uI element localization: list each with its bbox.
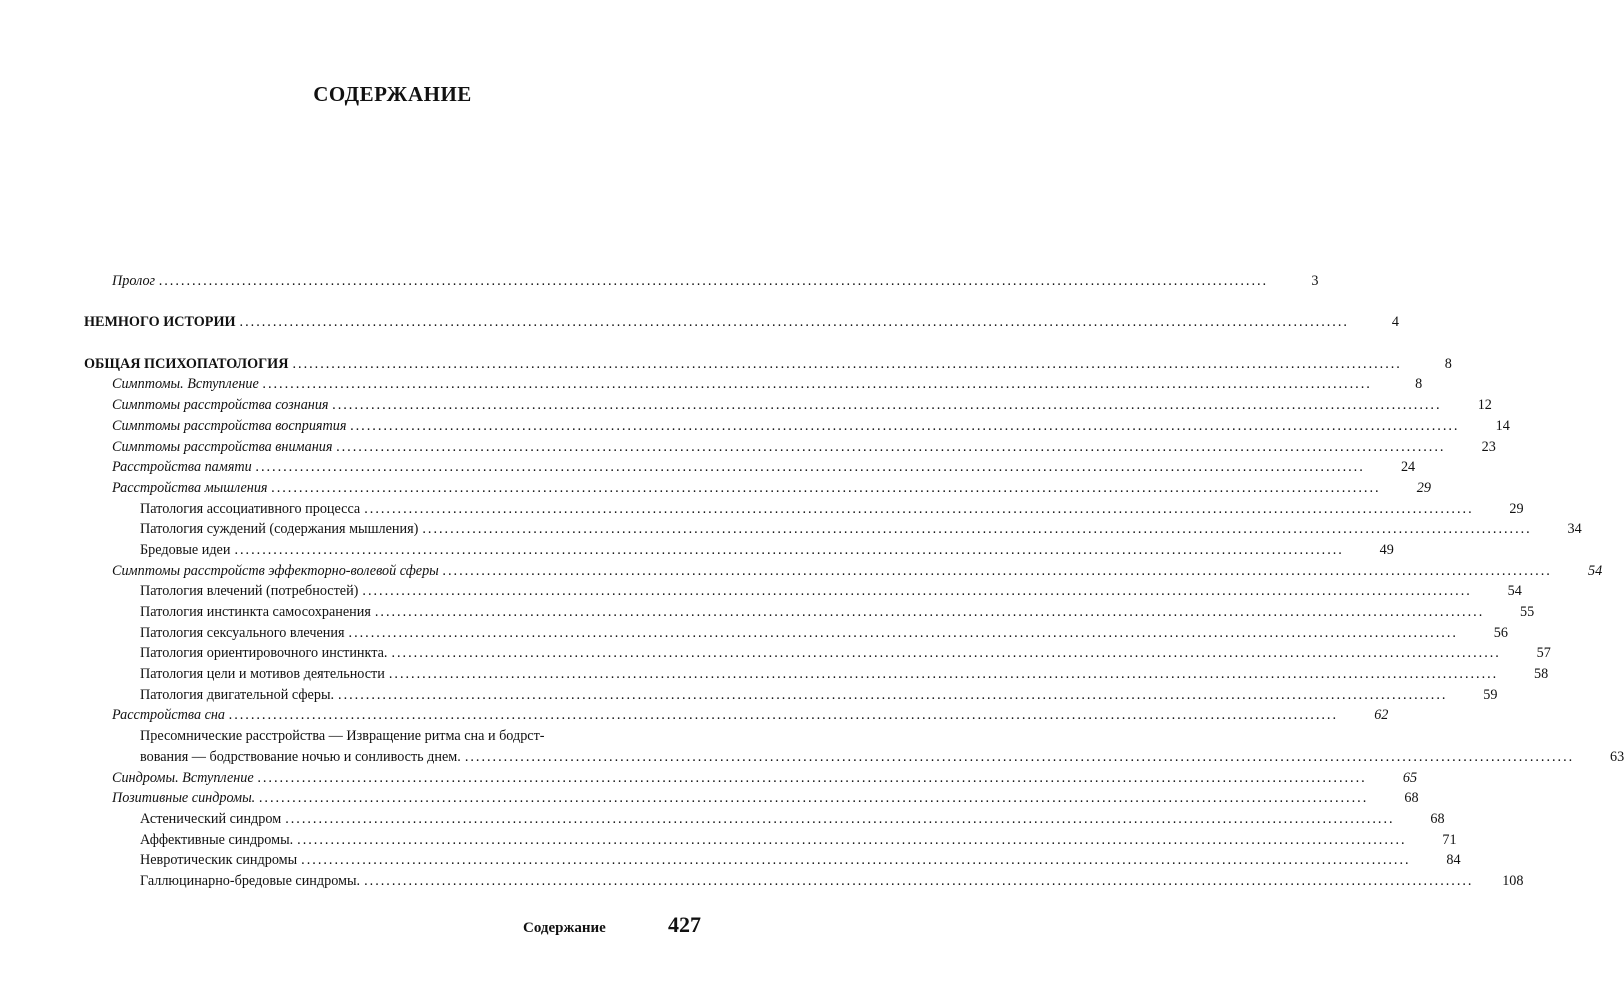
toc-entry-page: 24: [1400, 459, 1416, 476]
toc-entry-effector[interactable]: [84, 561, 1603, 582]
toc-entry-label: Симптомы расстройства сознания: [112, 397, 329, 414]
toc-entry-label: Синдромы. Вступление: [112, 769, 254, 786]
toc-entry-label: вования — бодрствование ночью и сонливость днем.: [140, 748, 461, 765]
toc-entry-label: Патология цели и мотивов деятельности: [140, 666, 385, 683]
toc-entry-label: Патология инстинкта самосохранения: [140, 604, 371, 620]
footer-section-label: Содержание: [523, 920, 606, 936]
toc-entry-asthenic[interactable]: [84, 809, 1445, 830]
toc-entry-page: 84: [1446, 852, 1461, 869]
toc-entry-label: Расстройства памяти: [112, 459, 252, 476]
toc-entry-label: Астенический синдром: [140, 810, 282, 827]
dot-leader: ........................................................................................................................................................................................................: [348, 624, 1458, 641]
toc-entry-orientation[interactable]: [84, 643, 1551, 664]
dot-leader: ........................................................................................................................................................................................................: [259, 790, 1369, 807]
dot-leader: ........................................................................................................................................................................................................: [464, 748, 1575, 765]
toc-entry-label: Галлюцинарно-бредовые синдромы.: [140, 872, 361, 889]
toc-entry-page: 108: [1502, 872, 1524, 889]
toc-entry-label: Бредовые идеи: [140, 541, 231, 558]
toc-entry-page: 58: [1534, 666, 1549, 683]
toc-entry-label: НЕМНОГО ИСТОРИИ: [84, 314, 236, 331]
running-footer: [523, 912, 701, 938]
toc-entry-attention[interactable]: [84, 437, 1496, 458]
table-of-contents: [84, 271, 1624, 892]
toc-entry-affective[interactable]: [84, 830, 1457, 851]
dot-leader: ........................................................................................................................................................................................................: [391, 645, 1501, 662]
toc-entry-label: Расстройства сна: [112, 707, 226, 724]
toc-entry-page: 8: [1444, 355, 1452, 372]
toc-entry-thinking[interactable]: [84, 478, 1431, 499]
toc-entry-page: 4: [1391, 314, 1399, 331]
toc-entry-label: Аффективные синдромы.: [140, 831, 294, 848]
dot-leader: ........................................................................................................................................................................................................: [350, 417, 1460, 434]
dot-leader: ........................................................................................................................................................................................................: [262, 376, 1373, 393]
toc-entry-self-preservation[interactable]: [84, 602, 1535, 623]
toc-entry-label: Патология двигательной сферы.: [140, 686, 335, 703]
toc-entry-page: 49: [1379, 541, 1394, 558]
toc-entry-label: Патология суждений (содержания мышления): [140, 521, 419, 538]
toc-entry-prologue[interactable]: [84, 271, 1319, 292]
toc-entry-label: ОБЩАЯ ПСИХОПАТОЛОГИЯ: [84, 355, 289, 372]
toc-entry-page: 56: [1493, 624, 1508, 641]
dot-leader: ........................................................................................................................................................................................................: [292, 355, 1402, 372]
toc-part-history[interactable]: [84, 312, 1399, 333]
toc-entry-label: Симптомы расстройства восприятия: [112, 417, 347, 434]
toc-entry-label: Патология сексуального влечения: [140, 624, 345, 641]
toc-entry-consciousness[interactable]: [84, 395, 1492, 416]
dot-leader: ........................................................................................................................................................................................................: [338, 686, 1448, 703]
dot-leader: ........................................................................................................................................................................................................: [332, 397, 1442, 414]
toc-entry-page: 14: [1495, 417, 1510, 434]
toc-entry-label: Симптомы. Вступление: [112, 376, 259, 393]
toc-entry-label: Патология влечений (потребностей): [140, 583, 359, 600]
toc-entry-page: 68: [1404, 790, 1419, 807]
page-number: 427: [668, 912, 701, 937]
dot-leader: ........................................................................................................................................................................................................: [442, 562, 1553, 579]
toc-entry-presomnic[interactable]: [84, 747, 1624, 768]
toc-entry-perception[interactable]: [84, 416, 1510, 437]
toc-entry-page: 54: [1507, 583, 1522, 600]
toc-entry-goals[interactable]: [84, 664, 1549, 685]
toc-entry-presomnic-line1[interactable]: Пресомнические расстройства — Извращение ритма сна и бодрст-: [140, 728, 545, 745]
dot-leader: ........................................................................................................................................................................................................: [159, 273, 1269, 289]
toc-entry-label: Позитивные синдромы.: [112, 790, 256, 807]
dot-leader: ........................................................................................................................................................................................................: [388, 666, 1499, 683]
toc-entry-label: Пролог: [112, 273, 156, 289]
dot-leader: ........................................................................................................................................................................................................: [364, 872, 1474, 889]
toc-entry-page: 55: [1520, 604, 1535, 620]
toc-entry-page: 12: [1477, 397, 1492, 414]
toc-entry-page: 63: [1610, 748, 1624, 765]
dot-leader: ........................................................................................................................................................................................................: [336, 438, 1446, 455]
toc-entry-associative[interactable]: [84, 499, 1524, 520]
dot-leader: ........................................................................................................................................................................................................: [234, 541, 1344, 558]
dot-leader: ........................................................................................................................................................................................................: [364, 500, 1474, 517]
dot-leader: ........................................................................................................................................................................................................: [285, 810, 1395, 827]
toc-entry-delusion[interactable]: [84, 540, 1394, 561]
dot-leader: ........................................................................................................................................................................................................: [257, 769, 1368, 786]
toc-entry-page: 29: [1416, 479, 1431, 496]
toc-entry-sleep[interactable]: [84, 705, 1389, 726]
toc-entry-page: 23: [1481, 438, 1496, 455]
toc-entry-page: 65: [1402, 769, 1418, 786]
toc-entry-label: Невротическик синдромы: [140, 852, 298, 869]
toc-entry-label: Симптомы расстройств эффекторно-волевой сферы: [112, 562, 439, 579]
toc-entry-label: Расстройства мышления: [112, 479, 268, 496]
toc-entry-page: 71: [1442, 831, 1457, 848]
dot-leader: ........................................................................................................................................................................................................: [255, 459, 1366, 476]
toc-entry-sexual[interactable]: [84, 623, 1508, 644]
dot-leader: ........................................................................................................................................................................................................: [271, 479, 1381, 496]
toc-entry-syndromes-intro[interactable]: [84, 768, 1418, 789]
dot-leader: ........................................................................................................................................................................................................: [422, 521, 1532, 538]
toc-entry-page: 54: [1587, 562, 1603, 579]
toc-entry-drives[interactable]: [84, 581, 1522, 602]
toc-entry-label: Патология ориентировочного инстинкта.: [140, 645, 388, 662]
toc-entry-page: 62: [1374, 707, 1389, 724]
toc-entry-neurotic[interactable]: [84, 850, 1461, 871]
toc-entry-page: 68: [1430, 810, 1445, 827]
dot-leader: ........................................................................................................................................................................................................: [239, 314, 1349, 331]
dot-leader: ........................................................................................................................................................................................................: [362, 583, 1472, 600]
toc-entry-label: Патология ассоциативного процесса: [140, 500, 361, 517]
dot-leader: ........................................................................................................................................................................................................: [297, 831, 1407, 848]
dot-leader: ........................................................................................................................................................................................................: [301, 852, 1411, 869]
toc-entry-page: 59: [1483, 686, 1498, 703]
dot-leader: ........................................................................................................................................................................................................: [229, 707, 1339, 724]
toc-entry-page: 29: [1509, 500, 1524, 517]
toc-entry-hallucinatory[interactable]: [84, 871, 1524, 892]
toc-entry-symptoms-intro[interactable]: [84, 374, 1423, 395]
page-title: СОДЕРЖАНИЕ: [313, 82, 472, 106]
toc-entry-positive[interactable]: [84, 788, 1419, 809]
toc-entry-page: 57: [1536, 645, 1551, 662]
toc-entry-page: 8: [1415, 376, 1423, 393]
toc-part-general-psychopathology[interactable]: [84, 354, 1452, 375]
toc-entry-memory[interactable]: [84, 457, 1416, 478]
toc-entry-page: 3: [1311, 273, 1319, 289]
toc-entry-page: 34: [1567, 521, 1582, 538]
dot-leader: ........................................................................................................................................................................................................: [374, 604, 1485, 620]
toc-entry-judgement[interactable]: [84, 519, 1582, 540]
toc-entry-label: Симптомы расстройства внимания: [112, 438, 333, 455]
toc-entry-motor[interactable]: [84, 685, 1498, 706]
